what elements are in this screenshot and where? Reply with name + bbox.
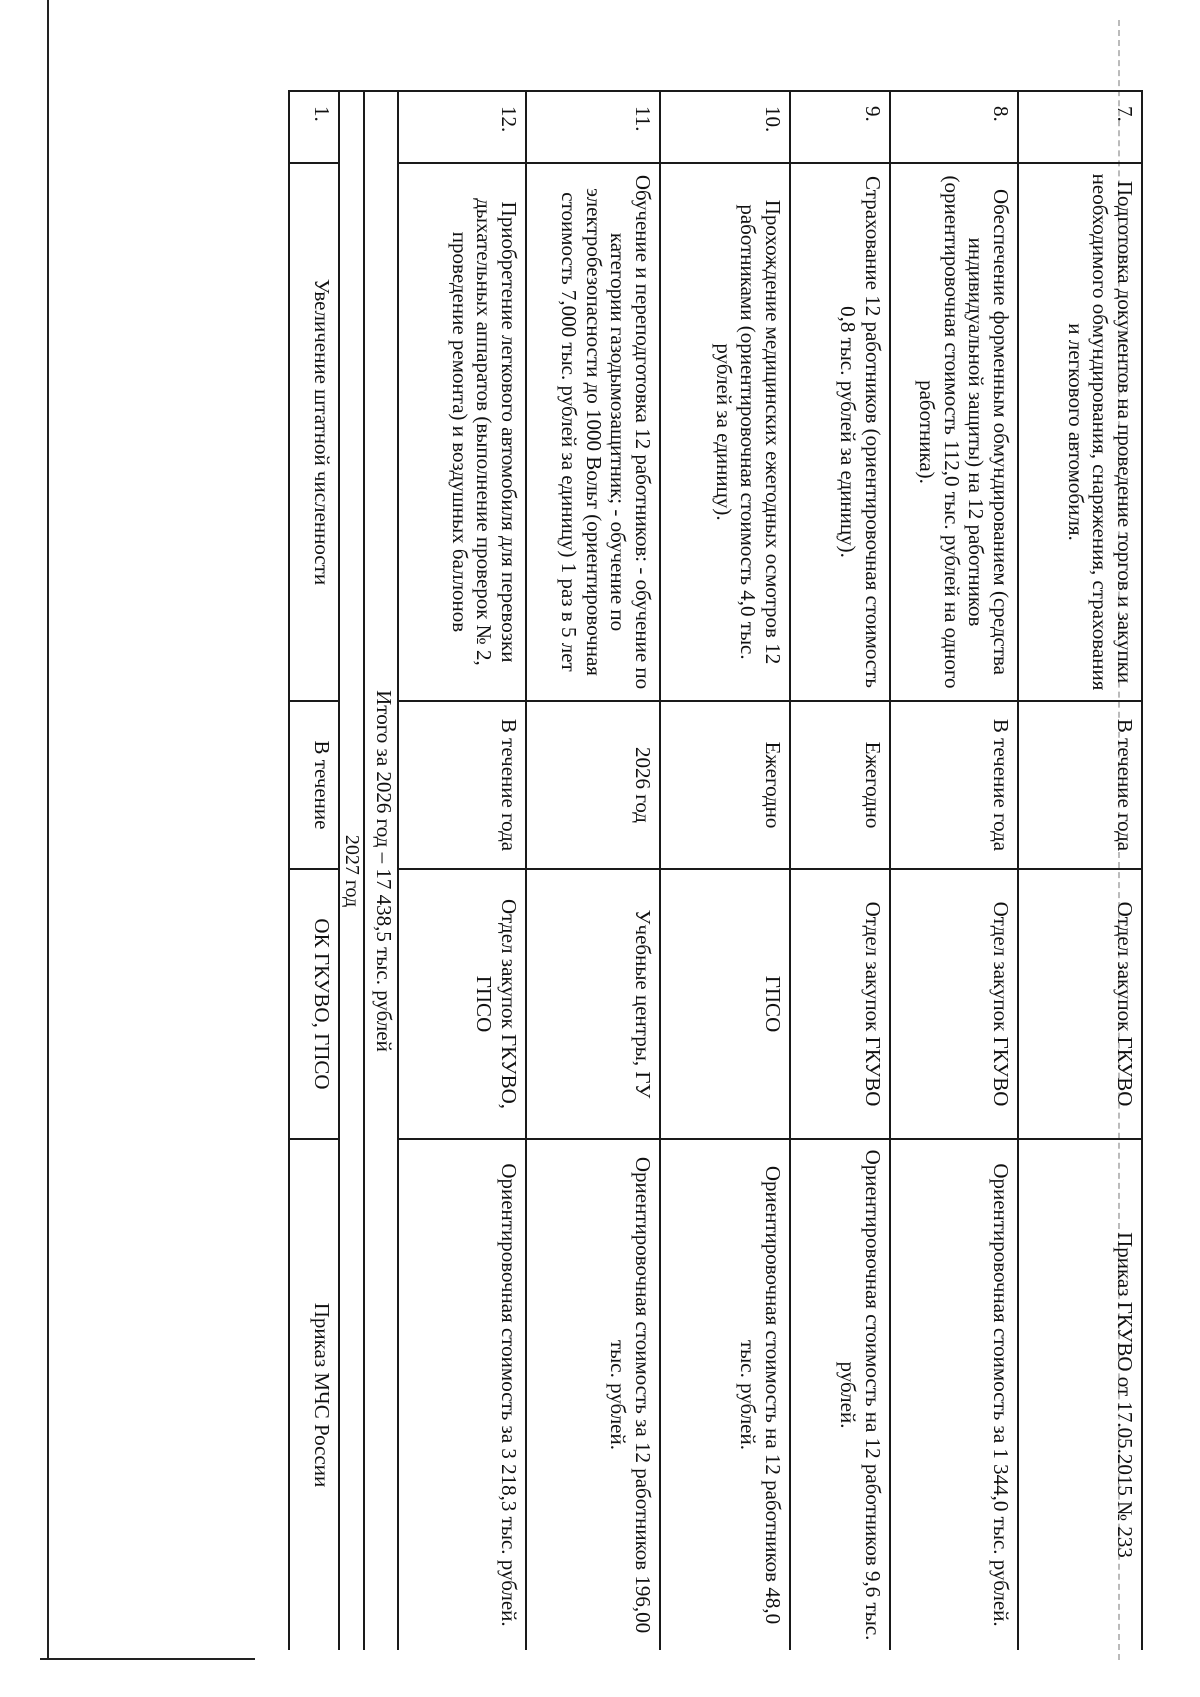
note-cell: Ориентировочная стоимость за 12 работников 196,00 тыс. рублей. (526, 1139, 660, 1650)
row-number: 1. (289, 91, 339, 163)
table-row (1018, 91, 1142, 1650)
year-row (339, 91, 364, 1650)
plan-table (288, 90, 1143, 1650)
event-cell: Страхование 12 работников (ориентировочная стоимость 0,8 тыс. рублей за единицу). (790, 163, 890, 701)
table-row (790, 91, 890, 1650)
row-number: 7. (1018, 91, 1142, 163)
event-cell: Приобретение легкового автомобиля для перевозки дыхательных аппаратов (выполнение проверок № 2, проведение ремонта) и воздушных баллонов (398, 163, 526, 701)
event-cell: Увеличение штатной численности (289, 163, 339, 701)
plan-table-container (95, 90, 1143, 1650)
note-cell: Ориентировочная стоимость за 3 218,3 тыс. рублей. (398, 1139, 526, 1650)
executor-cell: Учебные центры, ГУ (526, 869, 660, 1139)
executor-cell: Отдел закупок ГКУВО, ГПСО (398, 869, 526, 1139)
executor-cell: ГПСО (660, 869, 790, 1139)
event-cell: Прохождение медицинских ежегодных осмотров 12 работниками (ориентировочная стоимость 4,0 тыс. рублей за единицу). (660, 163, 790, 701)
table-row (660, 91, 790, 1650)
executor-cell: Отдел закупок ГКУВО (1018, 869, 1142, 1139)
rotated-page (95, 90, 1143, 1650)
executor-cell: Отдел закупок ГКУВО (890, 869, 1018, 1139)
row-number: 10. (660, 91, 790, 163)
executor-cell: Отдел закупок ГКУВО (790, 869, 890, 1139)
table-row (526, 91, 660, 1650)
term-cell: В течение года (890, 701, 1018, 869)
event-cell: Обучение и переподготовка 12 работников: - обучение по категории газодымозащитник; - обучение по электробезопасности до 1000 Вольт (ориентировочная стоимость 7,000 тыс. рублей за единицу) 1 раз в 5 лет (526, 163, 660, 701)
note-cell: Ориентировочная стоимость на 12 работников 48,0 тыс. рублей. (660, 1139, 790, 1650)
executor-cell: ОК ГКУВО, ГПСО (289, 869, 339, 1139)
footer-line (40, 1658, 255, 1660)
term-cell: В течение года (1018, 701, 1142, 869)
note-cell: Приказ ГКУВО от 17.05.2015 № 233 (1018, 1139, 1142, 1650)
note-cell: Ориентировочная стоимость за 1 344,0 тыс. рублей. (890, 1139, 1018, 1650)
event-cell: Обеспечение форменным обмундированием (средства индивидуальной защиты) на 12 работников (ориентировочная стоимость 112,0 тыс. рублей на одного работника). (890, 163, 1018, 701)
margin-line (47, 0, 49, 1660)
table-row (890, 91, 1018, 1650)
row-number: 8. (890, 91, 1018, 163)
term-cell: Ежегодно (790, 701, 890, 869)
table-row (398, 91, 526, 1650)
total-text: Итого за 2026 год – 17 438,5 тыс. рублей (364, 91, 398, 1650)
term-cell: В течение (289, 701, 339, 869)
event-cell: Подготовка документов на проведение торгов и закупки необходимого обмундирования, снаряжения, страхования и легкового автомобиля. (1018, 163, 1142, 701)
note-cell: Приказ МЧС России (289, 1139, 339, 1650)
term-cell: Ежегодно (660, 701, 790, 869)
term-cell: 2026 год (526, 701, 660, 869)
row-number: 11. (526, 91, 660, 163)
term-cell: В течение года (398, 701, 526, 869)
total-row (364, 91, 398, 1650)
table-row (289, 91, 339, 1650)
note-cell: Ориентировочная стоимость на 12 работников 9,6 тыс. рублей. (790, 1139, 890, 1650)
row-number: 12. (398, 91, 526, 163)
year-heading: 2027 год (339, 91, 364, 1650)
row-number: 9. (790, 91, 890, 163)
